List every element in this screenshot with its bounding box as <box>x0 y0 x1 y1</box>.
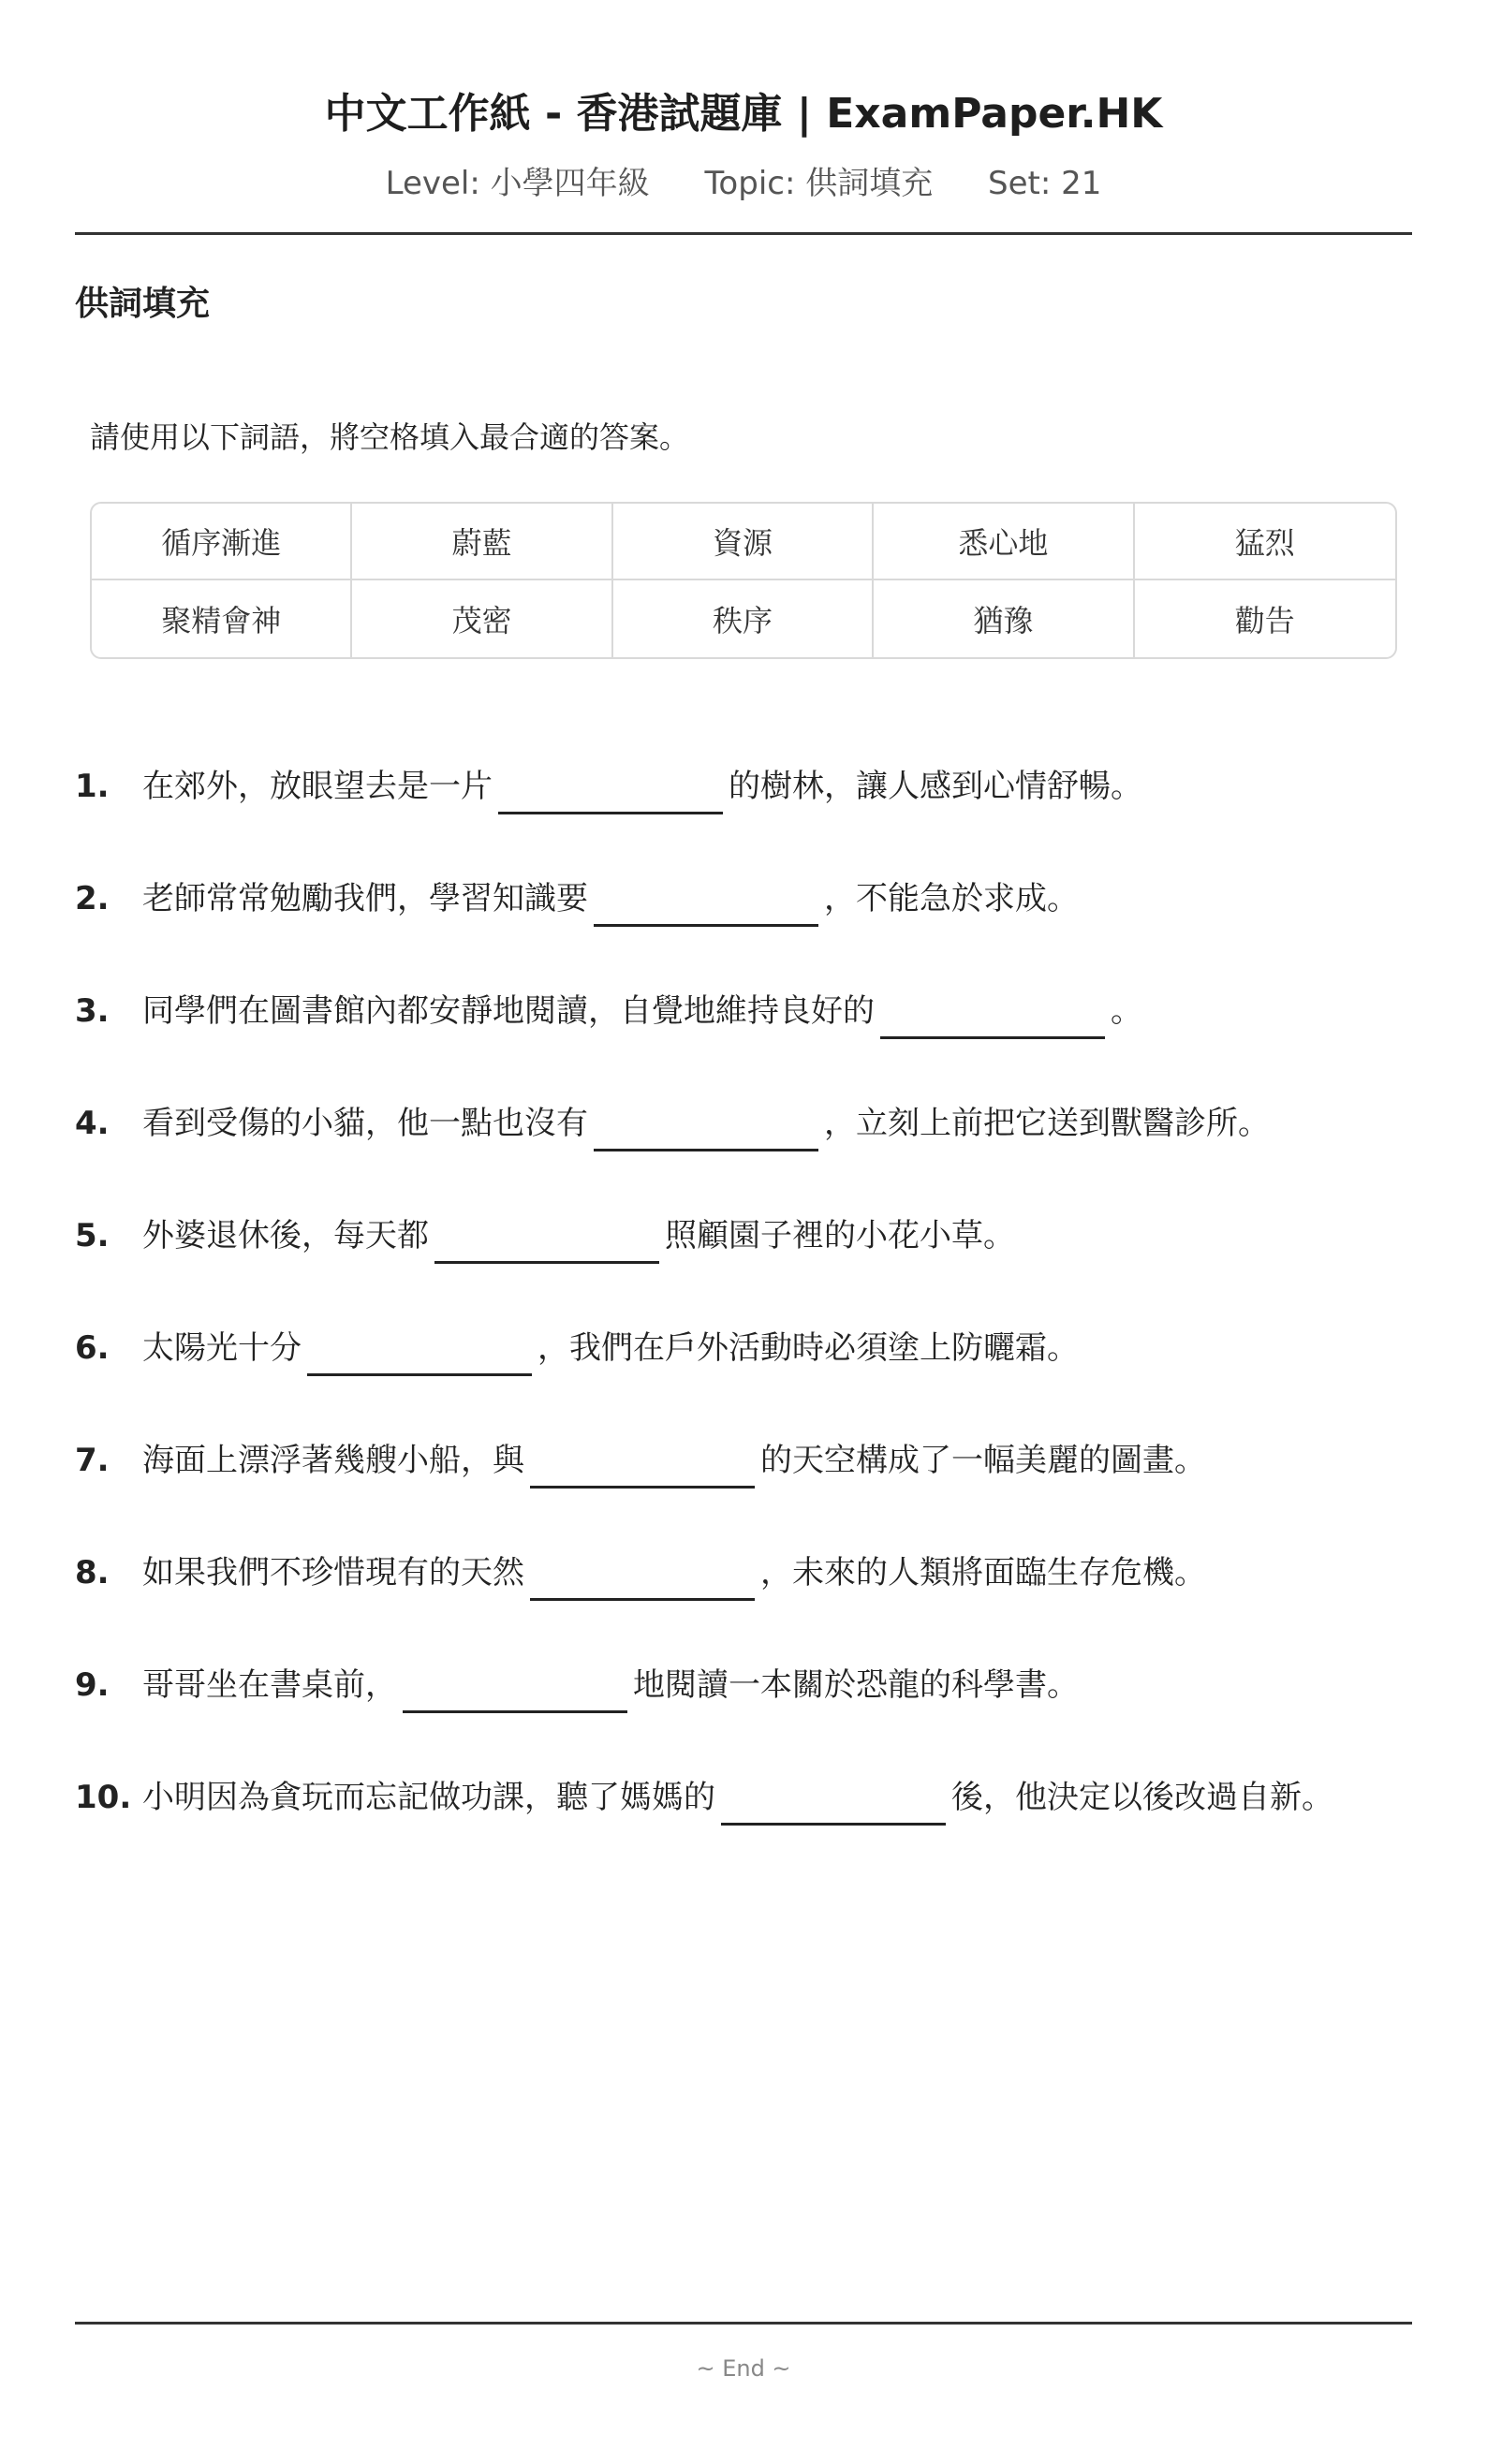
word-bank-cell: 蔚藍 <box>352 504 612 580</box>
question-text-after: 。 <box>1111 992 1142 1030</box>
set-label: Set: 21 <box>988 165 1102 202</box>
question-item <box>75 1545 1206 1601</box>
word-bank-cell: 猶豫 <box>874 580 1134 657</box>
word-bank-cell: 勸告 <box>1234 603 1295 638</box>
question-number: 4. <box>75 1105 110 1142</box>
word-bank-table <box>90 502 1397 659</box>
word-bank-cell: 循序漸進 <box>92 504 352 580</box>
question-number: 10. <box>75 1779 132 1816</box>
instruction-text: 請使用以下詞語，將空格填入最合適的答案。 <box>90 419 690 455</box>
question-number: 7. <box>75 1442 110 1479</box>
answer-blank[interactable] <box>307 1332 532 1376</box>
question-text-after: 的樹林，讓人感到心情舒暢。 <box>729 768 1142 805</box>
question-number: 3. <box>75 992 110 1030</box>
word-bank-cell: 悉心地 <box>874 504 1134 580</box>
question-item <box>75 1208 1015 1264</box>
question-item <box>75 1320 1079 1376</box>
question-text-before: 外婆退休後，每天都 <box>142 1217 429 1254</box>
question-number: 9. <box>75 1666 110 1704</box>
question-text-after: 照顧園子裡的小花小草。 <box>665 1217 1015 1254</box>
answer-blank[interactable] <box>721 1782 946 1826</box>
question-item <box>75 1095 1270 1151</box>
question-text-before: 在郊外，放眼望去是一片 <box>142 768 493 805</box>
question-text-after: 地閱讀一本關於恐龍的科學書。 <box>633 1666 1079 1704</box>
question-number: 1. <box>75 768 110 805</box>
question-text-after: ，立刻上前把它送到獸醫診所。 <box>824 1105 1270 1142</box>
question-number: 8. <box>75 1554 110 1591</box>
question-text-after: 的天空構成了一幅美麗的圖畫。 <box>760 1442 1206 1479</box>
answer-blank[interactable] <box>594 883 818 927</box>
answer-blank[interactable] <box>498 770 723 814</box>
question-text-before: 如果我們不珍惜現有的天然 <box>142 1554 524 1591</box>
question-number: 6. <box>75 1329 110 1367</box>
question-item <box>75 758 1142 814</box>
word-bank-cell: 秩序 <box>613 580 874 657</box>
word-bank-cell: 茂密 <box>352 580 612 657</box>
question-text-after: 後，他決定以後改過自新。 <box>951 1779 1333 1816</box>
answer-blank[interactable] <box>594 1107 818 1151</box>
word-bank-cell: 聚精會神 <box>92 580 352 657</box>
question-item <box>75 871 1079 927</box>
question-text-after: ，我們在戶外活動時必須塗上防曬霜。 <box>537 1329 1079 1367</box>
footer-divider <box>75 2322 1412 2325</box>
answer-blank[interactable] <box>530 1445 755 1489</box>
question-text-before: 同學們在圖書館內都安靜地閱讀，自覺地維持良好的 <box>142 992 875 1030</box>
worksheet-meta <box>75 161 1412 206</box>
question-number: 5. <box>75 1217 110 1254</box>
worksheet-title: 中文工作紙 - 香港試題庫 | ExamPaper.HK <box>324 90 1163 138</box>
question-text-before: 哥哥坐在書桌前， <box>142 1666 397 1704</box>
question-item <box>75 1769 1333 1826</box>
answer-blank[interactable] <box>434 1220 659 1264</box>
answer-blank[interactable] <box>880 995 1105 1039</box>
word-bank-cell: 資源 <box>613 504 874 580</box>
question-text-after: ，不能急於求成。 <box>824 880 1079 917</box>
answer-blank[interactable] <box>403 1669 627 1713</box>
question-item <box>75 1657 1079 1713</box>
question-number: 2. <box>75 880 110 917</box>
question-text-before: 太陽光十分 <box>142 1329 302 1367</box>
question-text-before: 小明因為貪玩而忘記做功課，聽了媽媽的 <box>142 1779 715 1816</box>
question-text-before: 海面上漂浮著幾艘小船，與 <box>142 1442 524 1479</box>
topic-label: Topic: 供詞填充 <box>704 165 934 202</box>
question-text-before: 老師常常勉勵我們，學習知識要 <box>142 880 588 917</box>
word-bank-cell: 猛烈 <box>1135 504 1395 580</box>
question-item <box>75 983 1142 1039</box>
answer-blank[interactable] <box>530 1557 755 1601</box>
section-title: 供詞填充 <box>75 285 211 323</box>
question-item <box>75 1432 1206 1489</box>
level-label: Level: 小學四年級 <box>385 165 650 202</box>
question-text-after: ，未來的人類將面臨生存危機。 <box>760 1554 1206 1591</box>
footer-end-label: ~ End ~ <box>696 2355 791 2382</box>
question-text-before: 看到受傷的小貓，他一點也沒有 <box>142 1105 588 1142</box>
worksheet-header <box>75 0 1412 235</box>
